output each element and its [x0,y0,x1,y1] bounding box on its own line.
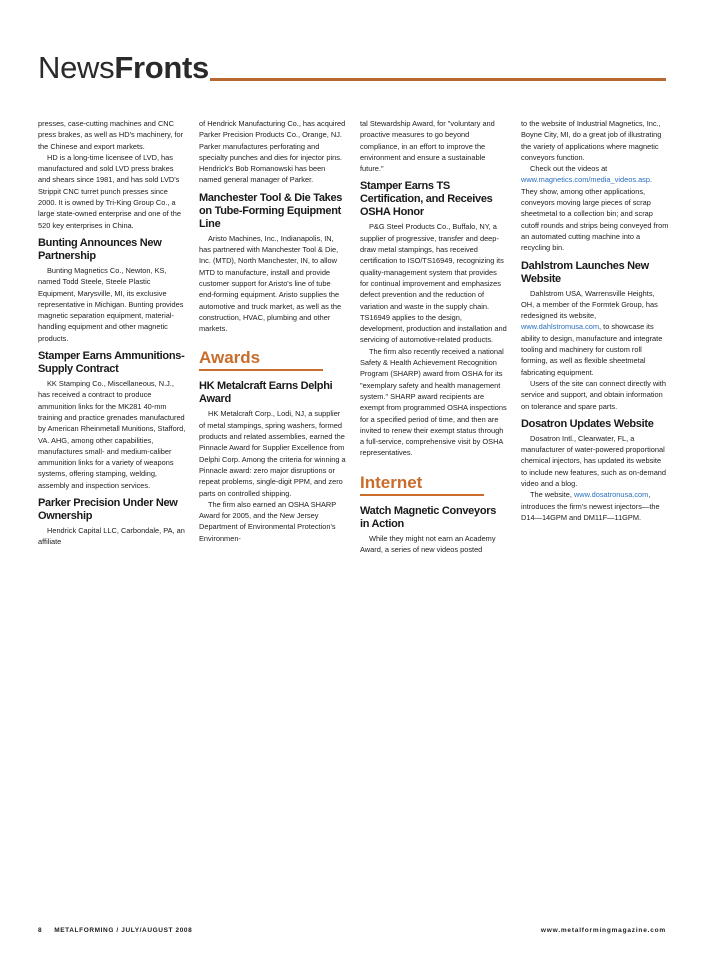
article-paragraph: HK Metalcraft Corp., Lodi, NJ, a supplier of metal stampings, spring washers, formed products and related assemblies, earned the Pinnacle Award for Supplier Excellence from Delphi Corp. Among the criteria for winning a Pinnacle award: zero major disruptions or repeat problems, single-digit PPM, and zero parts on controlled shipping. [199,409,346,498]
text-run: Dahlstrom USA, Warrensville Heights, OH, a member of the Formtek Group, has redesigned its website, [521,288,658,321]
column-3 [360,118,507,918]
article-headline: Watch Magnetic Conveyors in Action [360,504,497,530]
section-heading-internet: Internet [360,473,484,496]
article-paragraph: P&G Steel Products Co., Buffalo, NY, a supplier of progressive, transfer and deep-draw metal stampings, has received certification to ISO/TS16949, recognizing its quality-management system that provides for continual improvement and emphasizes defect prevention and the reduction of variation and waste in the supply chain. TS16949 applies to the design, development, production and installation and servicing of automotive-related products. [360,222,507,345]
article-paragraph: While they might not earn an Academy Award, a series of new videos posted [360,533,496,555]
page-number: 8 [38,927,43,934]
article-paragraph [521,288,669,378]
footer-left [38,925,192,937]
masthead-title-news: News [38,50,115,85]
column-2 [199,118,347,918]
article-headline: Stamper Earns TS Certification, and Receives OSHA Honor [360,180,493,219]
article-headline: Dahlstrom Launches New Website [521,259,649,285]
masthead-title [38,50,209,85]
text-run: , introduces the firm's newest injectors—the D14—14GPM and DM11F—11GPM. [521,490,660,522]
article-paragraph: Users of the site can connect directly with service and support, and obtain information on tolerance and spare parts. [521,378,666,411]
masthead-rule [210,78,666,81]
column-1 [38,118,186,918]
article-headline: Stamper Earns Ammunitions-Supply Contract [38,350,185,376]
article-headline: Bunting Announces New Partnership [38,236,162,262]
article-headline: Dosatron Updates Website [521,417,654,430]
dosatron-website-link[interactable]: www.dosatronusa.com [573,490,649,500]
masthead-title-fronts: Fronts [114,50,209,85]
article-paragraph: HD is a long-time licensee of LVD, has manufactured and sold LVD press brakes and shears since 1981, and has sold LVD's Strippit CNC turret punch presses since 2000. It is owned by Tri-King Group Co., a large state-owned enterprise and one of the 520 key enterprises in China. [38,152,181,230]
dahlstrom-website-link[interactable]: www.dahlstromusa.com [521,322,600,332]
page-footer [38,925,666,937]
article-paragraph: Hendrick Capital LLC, Carbondale, PA, an affiliate [38,526,185,547]
article-paragraph [521,163,669,253]
article-paragraph: presses, case-cutting machines and CNC press brakes, as well as HD's machinery, for the Chinese and export markets. [38,119,184,151]
text-run: , to showcase its ability to design, manufacture and integrate tooling and machinery for custom roll forming, as well as flexible sheetmetal fabricating equipment. [521,322,663,377]
article-paragraph: Aristo Machines, Inc., Indianapolis, IN, has partnered with Manchester Tool & Die, Inc. (MTD), North Manchester, IN, to allow MTD to manufacture, install and provide customer support for Aristo's line of tube end-forming equipment. Aristo supplies the automotive and truck market, as well as the construction, HVAC, plumbing and other markets. [199,233,342,334]
section-heading-awards: Awards [199,348,323,371]
article-headline: Parker Precision Under New Ownership [38,497,178,523]
article-paragraph [521,489,669,523]
article-paragraph: tal Stewardship Award, for "voluntary and proactive measures to go beyond compliance, in an effort to improve the environment and ensure a sustainable future." [360,119,495,174]
article-paragraph: KK Stamping Co., Miscellaneous, N.J., has received a contract to produce ammunition links for the MK281 40-mm training and practice grenades manufactured by American Rheinmetall Munitions, Stafford, VA. AHG, among other capabilities, manufactures small- and medium-caliber ammunition links for a variety of weapons systems, offering stamping, welding, assembly and inspection services. [38,379,186,490]
article-paragraph: to the website of Industrial Magnetics, Inc., Boyne City, MI, do a great job of illustrating the variety of applications where magnetic conveyors function. [521,119,662,162]
article-paragraph: Bunting Magnetics Co., Newton, KS, named Todd Steele, Steele Plastic Equipment, Marysville, MI, its exclusive representative in Michigan. Bunting provides magnetic separation equipment, material-handling equipment and other magnetic products. [38,265,184,343]
footer-publication: METALFORMING / JULY/AUGUST 2008 [54,927,193,934]
footer-website: www.metalformingmagazine.com [540,927,666,934]
text-run: Check out the videos at [530,164,608,174]
article-paragraph: Dosatron Intl., Clearwater, FL, a manufacturer of water-powered proportional chemical injectors, has updated its website to include new features, such as on-demand video and a blog. [521,433,667,489]
magnetics-video-link[interactable]: www.magnetics.com/media_videos.asp [521,175,650,185]
article-headline: HK Metalcraft Earns Delphi Award [199,380,333,406]
article-paragraph: of Hendrick Manufacturing Co., has acquired Parker Precision Products Co., Orange, NJ. Parker manufactures perforating and specialty punches and dies for injector pins. Hendrick's Bob Romanowski has been named general manager of Parker. [199,119,346,185]
masthead [38,50,666,86]
article-paragraph: The firm also earned an OSHA SHARP Award for 2005, and the New Jersey Department of Environmental Protection's Environmen- [199,499,337,543]
article-paragraph: The firm also recently received a national Safety & Health Achievement Recognition Program (SHARP) award from OSHA for its "exemplary safety and health management system." SHARP award recipients are exempt from programmed OSHA inspections for a specified period of time, and then are invited to renew their exempt status through a full-service, comprehensive visit by OSHA representatives. [360,346,507,458]
text-run: The website, [530,490,572,500]
column-4 [521,118,669,918]
text-run: . They show, among other applications, conveyors moving large pieces of scrap sheetmetal to a collection bin; and scrap cutoff rounds and strips being conveyed from an automated cutting machine into a recycling bin. [521,175,669,253]
article-headline: Manchester Tool & Die Takes on Tube-Forming Equipment Line [199,191,343,230]
